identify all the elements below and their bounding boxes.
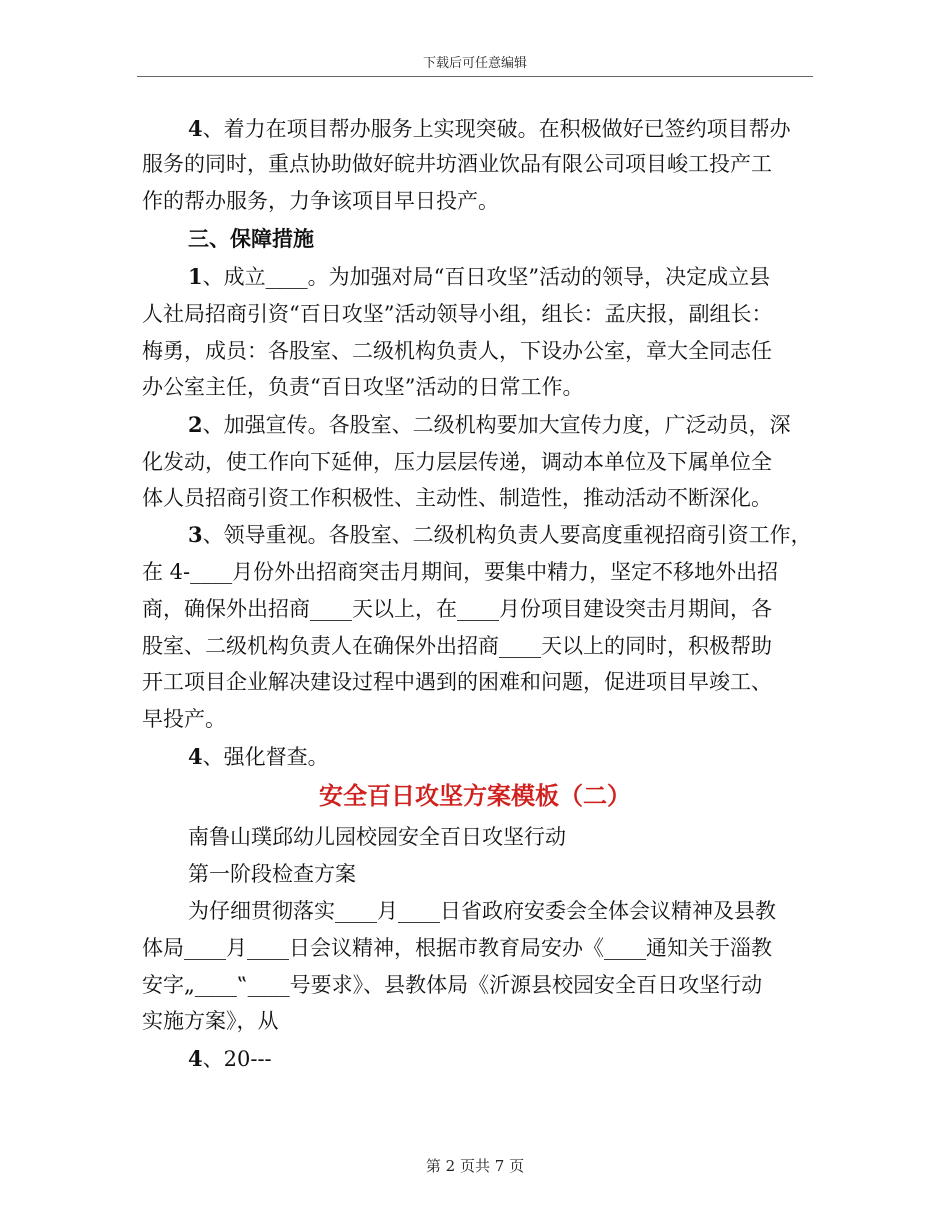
paragraph-line: 办公室主任，负责“百日攻坚”活动的日常工作。 — [142, 375, 584, 399]
item-number: 1 — [188, 264, 203, 289]
paragraph-line: 3、领导重视。各股室、二级机构负责人要高度重视招商引资工作， — [188, 522, 812, 547]
page-footer: 第 2 页共 7 页 — [425, 1157, 525, 1175]
paragraph-line: 早投产。 — [142, 707, 226, 731]
item-number: 2 — [188, 412, 203, 437]
paragraph-line: 为仔细贯彻落实____月____日省政府安委会全体会议精神及县教 — [188, 899, 776, 923]
item-number: 4 — [188, 1046, 203, 1071]
paragraph-line: 1、成立____。为加强对局“百日攻坚”活动的领导，决定成立县 — [188, 264, 771, 289]
header-rule — [137, 76, 813, 77]
paragraph-line: 在 4-____月份外出招商突击月期间，要集中精力，坚定不移地外出招 — [142, 560, 779, 584]
paragraph-line: 体局____月____日会议精神，根据市教育局安办《____通知关于淄教 — [142, 936, 772, 960]
paragraph-line: 开工项目企业解决建设过程中遇到的困难和问题，促进项目早竣工、 — [142, 670, 772, 694]
item-number: 4 — [188, 116, 203, 141]
paragraph-line: 4、着力在项目帮办服务上实现突破。在积极做好已签约项目帮办 — [188, 116, 791, 141]
section-heading: 三、保障措施 — [188, 226, 314, 251]
item-number: 4 — [188, 744, 203, 769]
paragraph-line: 体人员招商引资工作积极性、主动性、制造性，推动活动不断深化。 — [142, 486, 772, 510]
page-header: 下载后可任意编辑 — [422, 56, 527, 71]
paragraph-line: 作的帮办服务，力争该项目早日投产。 — [142, 189, 499, 213]
paragraph-line: 实施方案》，从 — [142, 1009, 279, 1033]
paragraph-line: 股室、二级机构负责人在确保外出招商____天以上的同时，积极帮助 — [142, 634, 772, 658]
subtitle-line: 第一阶段检查方案 — [188, 862, 356, 886]
paragraph-line: 安字„____‟____号要求》、县教体局《沂源县校园安全百日攻坚行动 — [142, 973, 763, 997]
document-title: 安全百日攻坚方案模板（二） — [319, 781, 631, 810]
paragraph-line: 服务的同时，重点协助做好皖井坊酒业饮品有限公司项目峻工投产工 — [142, 152, 772, 176]
paragraph-line: 4、强化督查。 — [188, 744, 329, 769]
paragraph-line: 4、20--- — [188, 1046, 272, 1071]
paragraph-line: 化发动，使工作向下延伸，压力层层传递，调动本单位及下属单位全 — [142, 450, 772, 474]
paragraph-line: 梅勇，成员：各股室、二级机构负责人，下设办公室，章大全同志任 — [142, 339, 772, 363]
paragraph-line: 2、加强宣传。各股室、二级机构要加大宣传力度，广泛动员，深 — [188, 412, 791, 437]
subtitle-line: 南鲁山璞邱幼儿园校园安全百日攻坚行动 — [188, 825, 566, 849]
paragraph-line: 人社局招商引资“百日攻坚”活动领导小组，组长：孟庆报，副组长： — [142, 302, 773, 326]
paragraph-line: 商，确保外出招商____天以上，在____月份项目建设突击月期间，各 — [142, 597, 772, 621]
item-number: 3 — [188, 522, 203, 547]
